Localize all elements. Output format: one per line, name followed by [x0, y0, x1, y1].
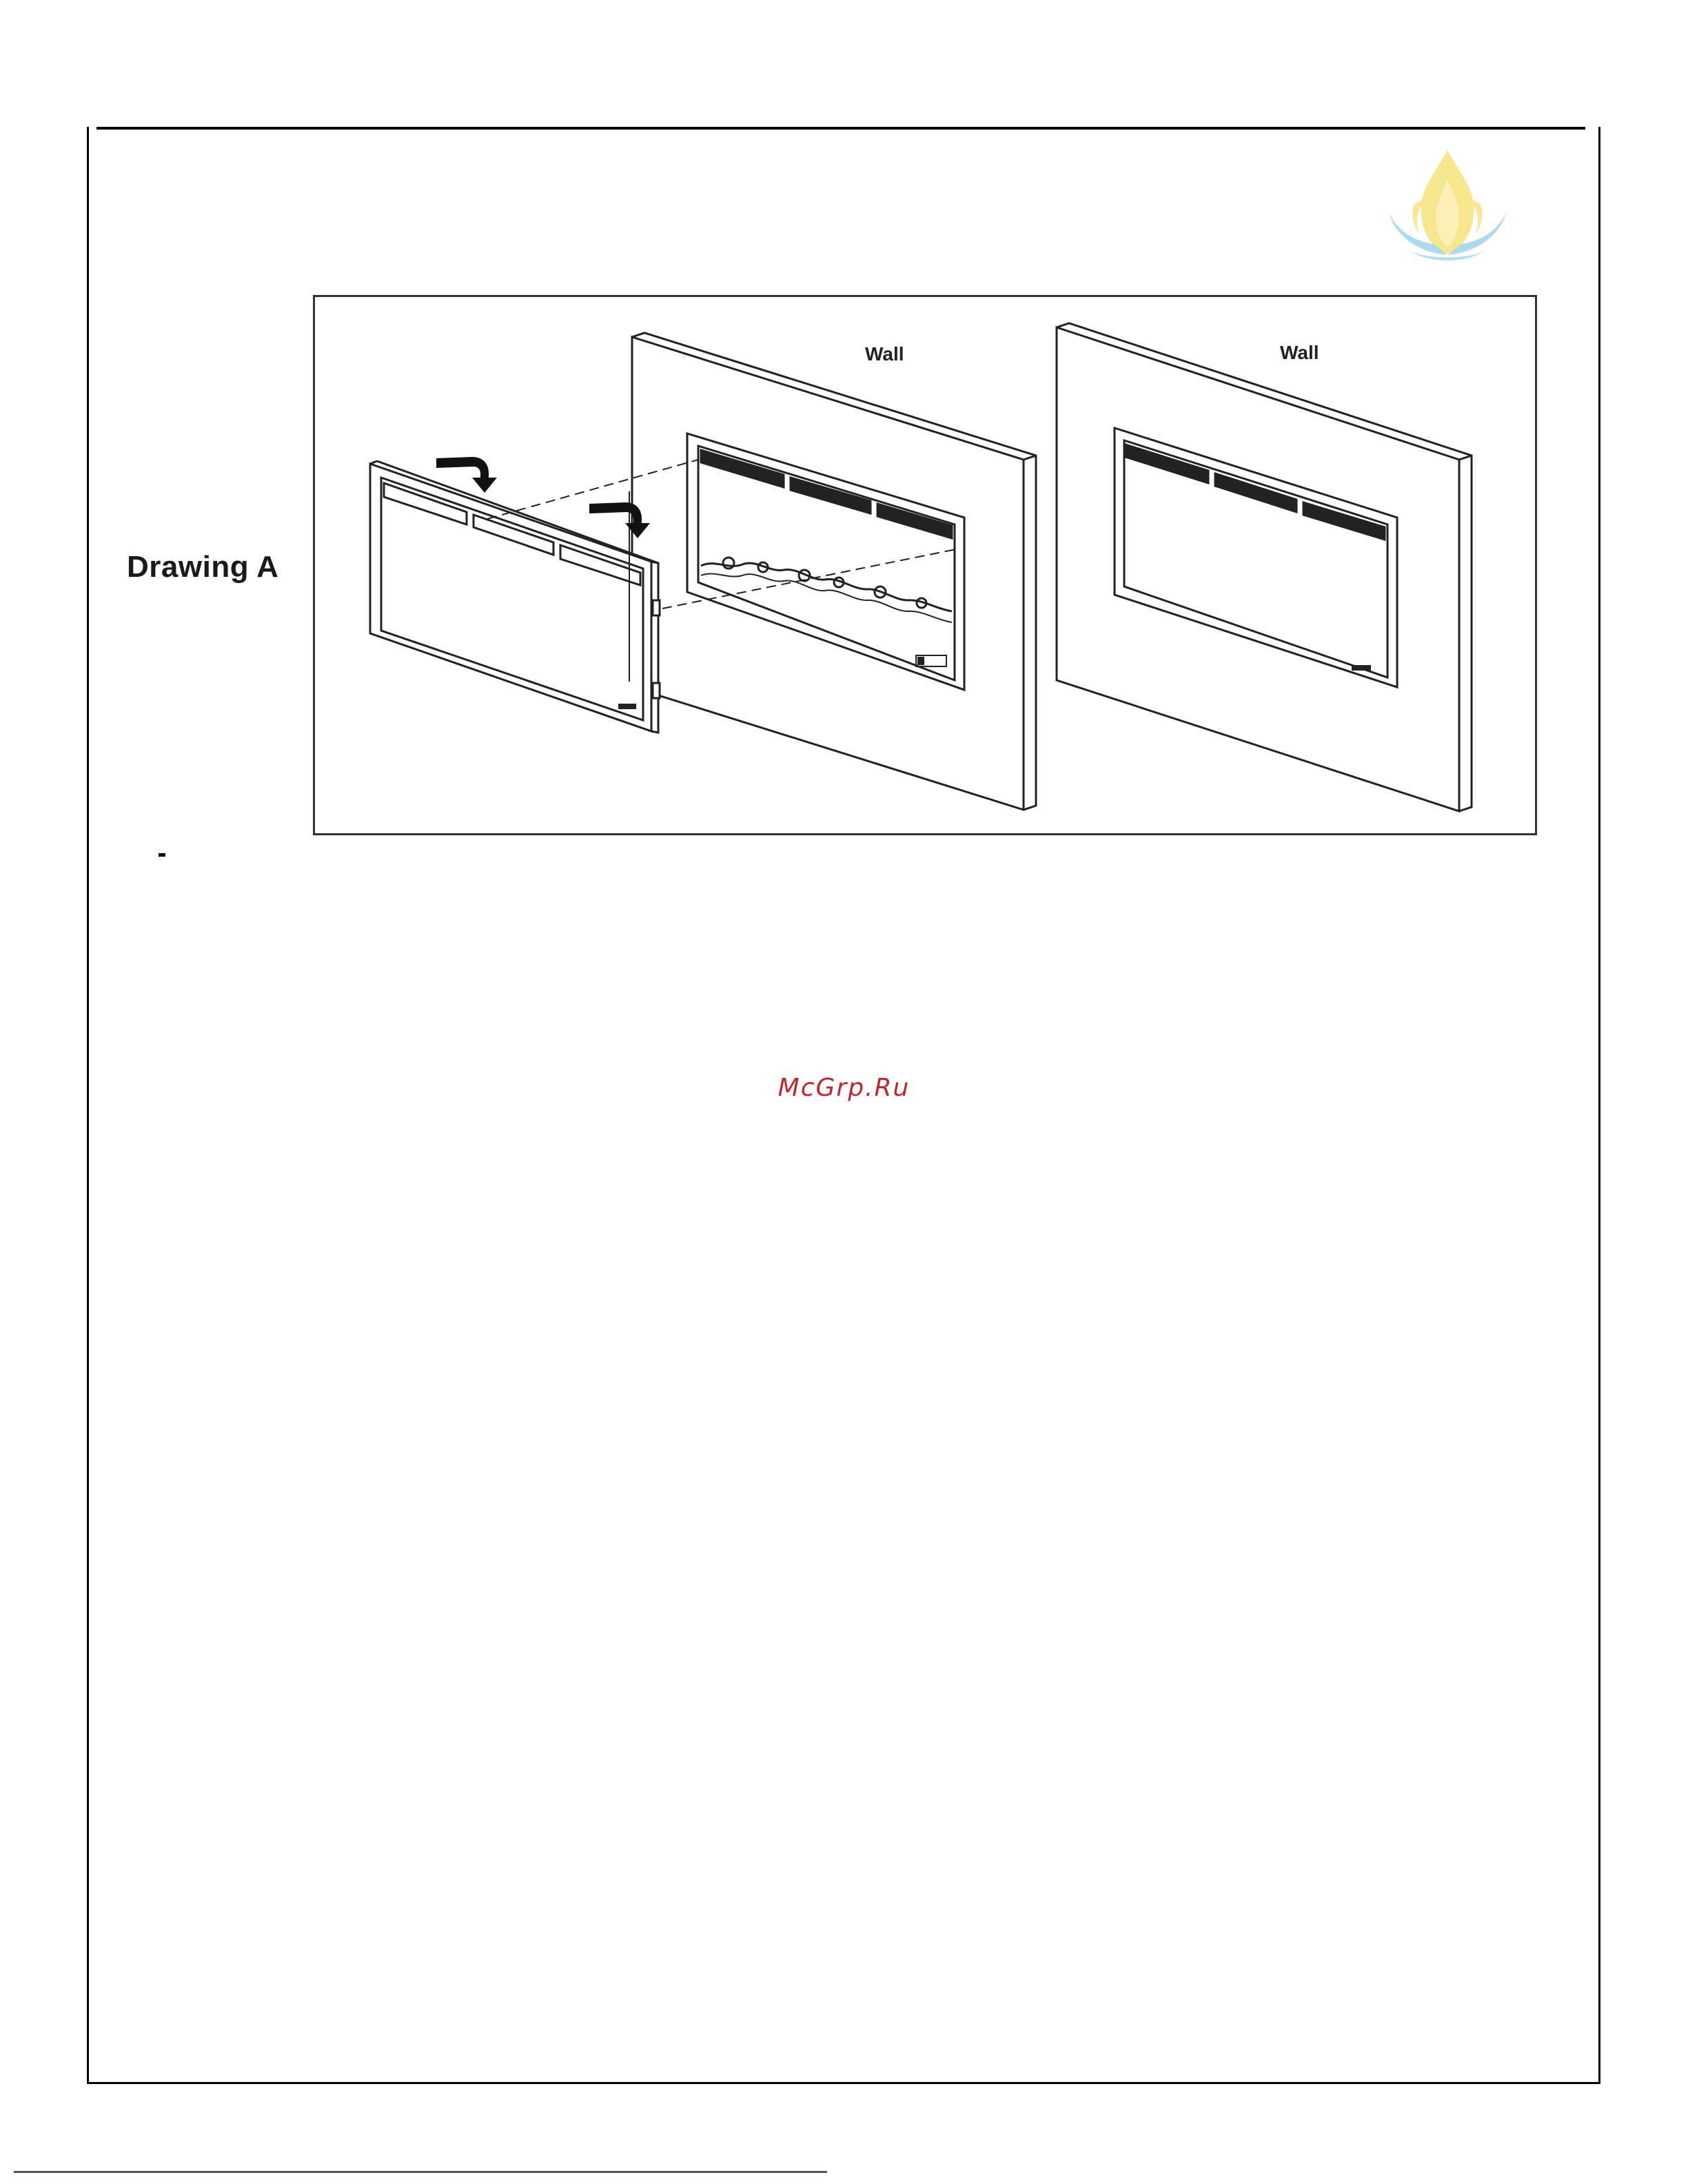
wall-label-left: Wall — [865, 343, 904, 365]
wall-label-right: Wall — [1280, 342, 1319, 363]
flame-logo-icon — [1379, 145, 1516, 269]
bottom-rule — [14, 2171, 827, 2173]
drawing-label: Drawing A — [127, 550, 279, 584]
figure-box — [313, 295, 1537, 835]
watermark: McGrp.Ru — [777, 1074, 911, 1102]
stray-mark — [159, 853, 165, 857]
curved-arrow-icon — [436, 457, 497, 493]
fireplace-installation-diagram — [315, 297, 1539, 837]
